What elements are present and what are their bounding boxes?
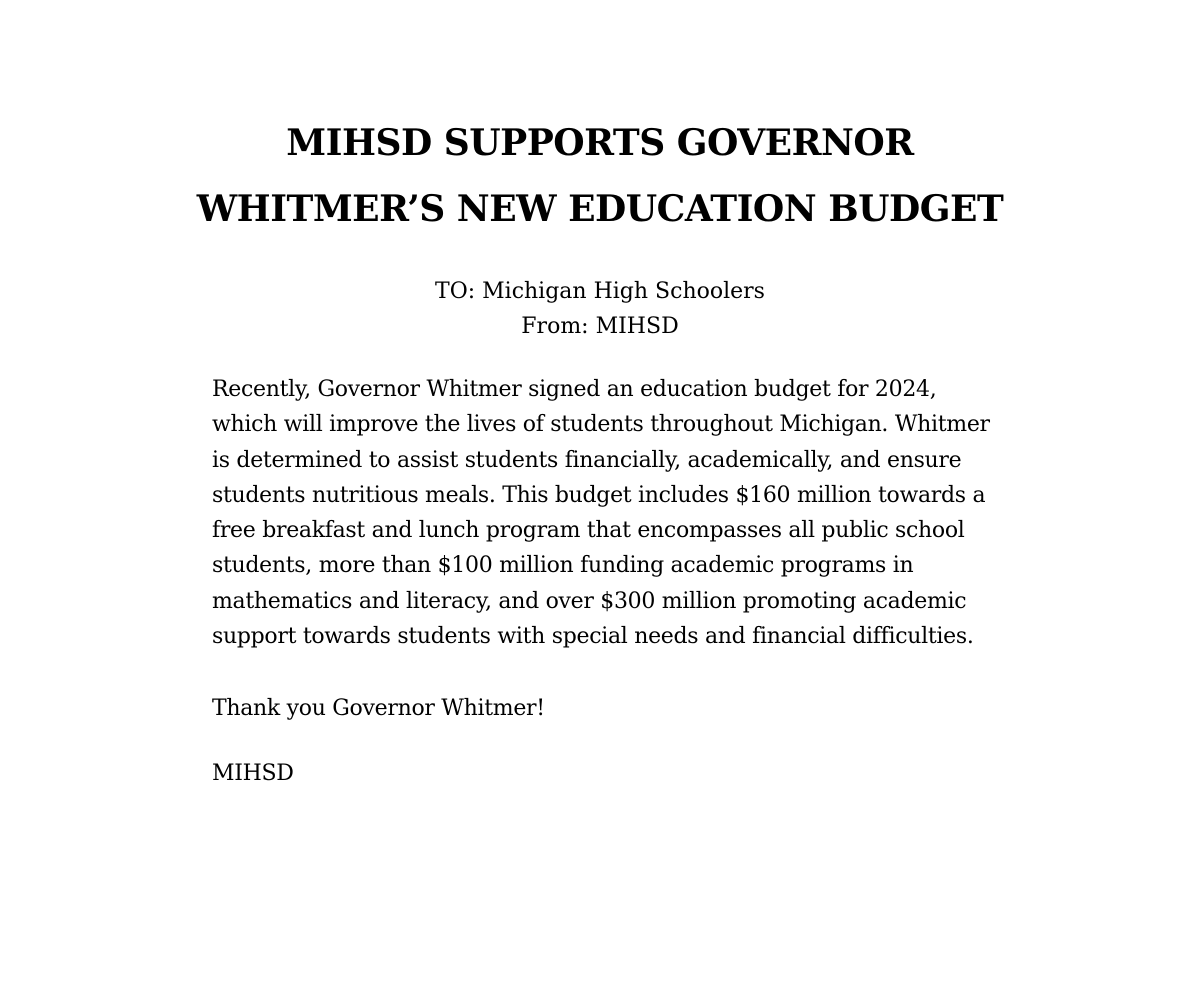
memo-to-line: TO: Michigan High Schoolers xyxy=(435,279,765,304)
title-line-1: MIHSD SUPPORTS GOVERNOR xyxy=(286,122,914,164)
body-line: support towards students with special needs and financial difficulties. xyxy=(212,624,974,650)
body-line: students, more than $100 million funding academic programs in xyxy=(212,553,914,579)
body-line: which will improve the lives of students throughout Michigan. Whitmer xyxy=(212,412,990,438)
title-line-2: WHITMER’S NEW EDUCATION BUDGET xyxy=(196,188,1004,230)
thanks-line: Thank you Governor Whitmer! xyxy=(212,696,545,721)
body-line: mathematics and literacy, and over $300 million promoting academic xyxy=(212,588,967,614)
memo-from-line: From: MIHSD xyxy=(521,314,679,339)
body-line: free breakfast and lunch program that encompasses all public school xyxy=(212,518,965,544)
signature: MIHSD xyxy=(212,761,294,786)
memo-header xyxy=(0,274,1200,344)
body-line: students nutritious meals. This budget includes $160 million towards a xyxy=(212,482,986,508)
body-paragraph xyxy=(212,372,992,654)
document-title xyxy=(0,110,1200,242)
body-line: Recently, Governor Whitmer signed an education budget for 2024, xyxy=(212,377,937,402)
body-line: is determined to assist students financially, academically, and ensure xyxy=(212,447,962,473)
